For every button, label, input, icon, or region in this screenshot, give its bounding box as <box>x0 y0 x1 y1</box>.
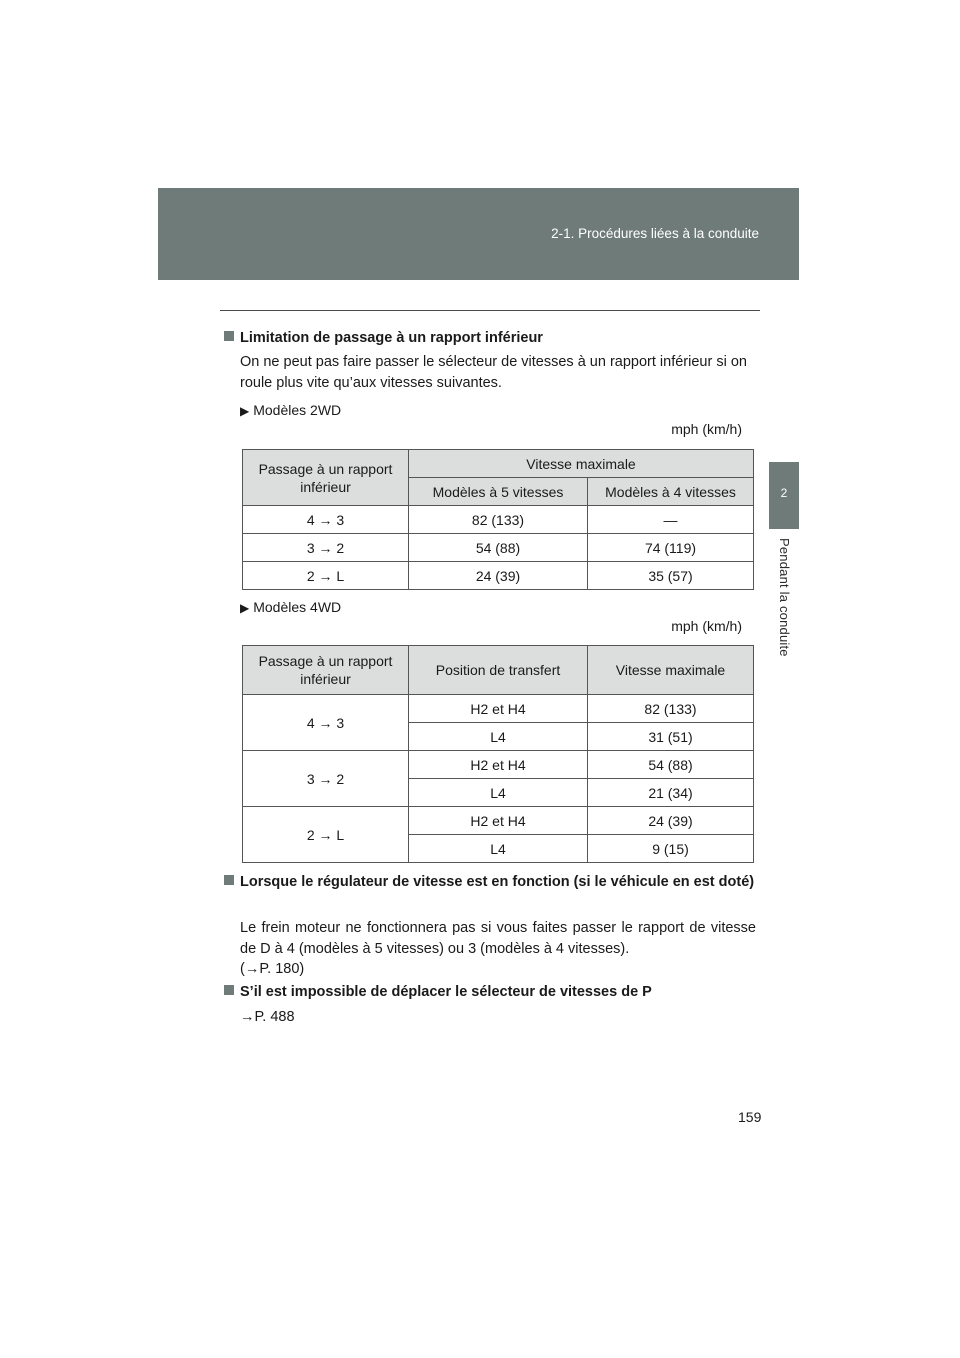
header-rule <box>220 310 760 311</box>
section-2-page-ref: (→P. 180) <box>240 961 305 977</box>
cell-speed: 9 (15) <box>588 835 754 863</box>
cell-transfer: H2 et H4 <box>409 807 588 835</box>
square-bullet-icon <box>224 331 234 341</box>
header-transfer-position: Position de transfert <box>409 646 588 695</box>
cell-speed: 82 (133) <box>588 695 754 723</box>
table-row <box>243 751 754 779</box>
header-max-speed: Vitesse maximale <box>409 450 754 478</box>
header-downshift: Passage à un rapport inférieur <box>243 450 409 506</box>
table-row <box>243 807 754 835</box>
cell-shift: 2 → L <box>243 807 409 863</box>
cell-transfer: H2 et H4 <box>409 695 588 723</box>
cell-speed: 31 (51) <box>588 723 754 751</box>
variant-4wd-label: ▶ Modèles 4WD <box>240 599 342 615</box>
table-row <box>243 695 754 723</box>
section-3-page-ref: →P. 488 <box>240 1009 295 1025</box>
triangle-right-icon: ▶ <box>240 404 250 418</box>
header-4-speed: Modèles à 4 vitesses <box>588 478 754 506</box>
cell-shift: 3 → 2 <box>243 534 409 562</box>
chapter-label: Pendant la conduite <box>777 538 792 657</box>
unit-4wd: mph (km/h) <box>671 618 742 634</box>
cell-4-speed: 74 (119) <box>588 534 754 562</box>
cell-transfer: L4 <box>409 723 588 751</box>
cell-transfer: L4 <box>409 835 588 863</box>
table-2wd <box>242 449 754 590</box>
cell-speed: 24 (39) <box>588 807 754 835</box>
cell-4-speed: — <box>588 506 754 534</box>
header-max-speed: Vitesse maximale <box>588 646 754 695</box>
cell-transfer: H2 et H4 <box>409 751 588 779</box>
header-5-speed: Modèles à 5 vitesses <box>409 478 588 506</box>
section-1-title: Limitation de passage à un rapport inférieur <box>224 328 756 349</box>
cell-shift: 2 → L <box>243 562 409 590</box>
section-header-title: 2-1. Procédures liées à la conduite <box>551 226 759 241</box>
cell-shift: 4 → 3 <box>243 506 409 534</box>
cell-speed: 54 (88) <box>588 751 754 779</box>
variant-2wd-label: ▶ Modèles 2WD <box>240 402 342 418</box>
cell-4-speed: 35 (57) <box>588 562 754 590</box>
table-row <box>243 534 754 562</box>
header-downshift: Passage à un rapport inférieur <box>243 646 409 695</box>
cell-speed: 21 (34) <box>588 779 754 807</box>
unit-2wd: mph (km/h) <box>671 421 742 437</box>
table-row <box>243 506 754 534</box>
chapter-tab <box>769 462 799 529</box>
chapter-number: 2 <box>780 486 788 500</box>
table-4wd <box>242 645 754 863</box>
cell-5-speed: 24 (39) <box>409 562 588 590</box>
cell-shift: 3 → 2 <box>243 751 409 807</box>
section-2-body: Le frein moteur ne fonctionnera pas si vous faites passer le rapport de vitesse de D à 4 (modèles à 5 vitesses) ou 3 (modèles à 4 vitesses). <box>240 920 756 957</box>
table-row <box>243 562 754 590</box>
cell-5-speed: 54 (88) <box>409 534 588 562</box>
section-2-title: Lorsque le régulateur de vitesse est en fonction (si le véhicule en est doté) <box>224 872 756 893</box>
page-number: 159 <box>738 1109 762 1125</box>
cell-shift: 4 → 3 <box>243 695 409 751</box>
section-1-body: On ne peut pas faire passer le sélecteur de vitesses à un rapport inférieur si on roule plus vite qu’aux vitesses suivantes. <box>240 354 747 391</box>
section-3-title: S’il est impossible de déplacer le sélecteur de vitesses de P <box>224 982 756 1003</box>
header-band <box>158 188 799 280</box>
square-bullet-icon <box>224 875 234 885</box>
square-bullet-icon <box>224 985 234 995</box>
cell-5-speed: 82 (133) <box>409 506 588 534</box>
cell-transfer: L4 <box>409 779 588 807</box>
triangle-right-icon: ▶ <box>240 601 250 615</box>
